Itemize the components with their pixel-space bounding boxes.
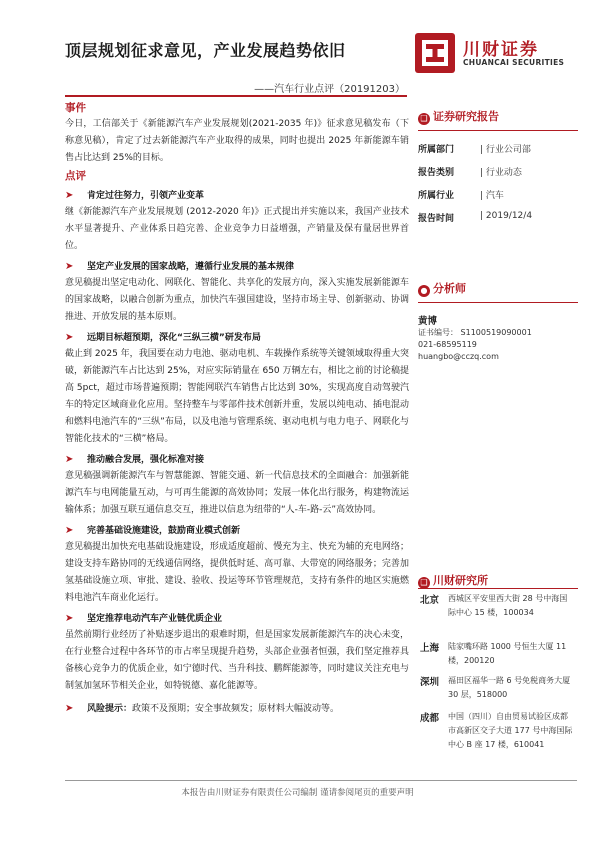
company-logo [415, 33, 575, 77]
logo-mark-icon [415, 33, 455, 73]
institute-icon: ❑ [418, 577, 430, 589]
event-text: 今日，工信部关于《新能源汽车产业发展规划(2021-2035 年)》征求意见稿发布（下称意见稿），肯定了过去新能源汽车产业取得的成果，同时也提出 2025 年新能源车销售占比达到 25%的目标。 [65, 119, 409, 163]
arrow-bullet-icon: ➤ [65, 525, 74, 536]
arrow-bullet-icon: ➤ [65, 332, 74, 343]
institute-divider [418, 588, 578, 589]
info-row-report-date: 报告时间 | 2019/12/4 [418, 211, 533, 224]
analyst-email[interactable]: huangbo@cczq.com [418, 352, 499, 361]
analyst-phone: 021-68595119 [418, 340, 477, 349]
arrow-bullet-icon: ➤ [65, 703, 74, 714]
sidebar-divider [418, 302, 578, 303]
report-title: 顶层规划征求意见，产业发展趋势依旧 [65, 41, 346, 60]
point-heading-5: ➤ 完善基础设施建设，鼓励商业模式创新 [65, 523, 409, 539]
point-heading-3: ➤ 远期目标超预期，深化“三纵三横”研发布局 [65, 330, 409, 346]
sidebar-divider [418, 130, 578, 131]
header-divider [65, 95, 407, 97]
sidebar [418, 108, 578, 363]
arrow-bullet-icon: ➤ [65, 613, 74, 624]
footer-disclaimer: 本报告由川财证券有限责任公司编制 谨请参阅尾页的重要声明 [181, 788, 414, 798]
risk-warning: ➤ 风险提示：政策不及预期；安全事故频发；原材料大幅波动等。 [65, 701, 409, 717]
point-heading-6: ➤ 坚定推荐电动汽车产业链优质企业 [65, 611, 409, 627]
point-heading-1: ➤ 肯定过往努力，引领产业变革 [65, 188, 409, 204]
point-text-4: 意见稿强调新能源汽车与智慧能源、智能交通、新一代信息技术的全面融合：加强新能源汽车与电网能量互动，与可再生能源的高效协同；发展一体化出行服务，构建物流运输体系；加强互联互通信息交互，推进以信息为纽带的“人-车-路-云”高效协同。 [65, 471, 409, 515]
institute-heading: ❑ 川财研究所 [418, 572, 488, 589]
logo-chinese-text: 川财证券 [463, 40, 539, 60]
person-icon: ● [418, 285, 430, 297]
point-text-5: 意见稿提出加快充电基础设施建设，形成适度超前、慢充为主、快充为辅的充电网络；建设支持车路协同的无线通信网络，提供低时延、高可靠、大带宽的网络服务；完善加氢基础设施立项、审批、建设、验收、投运等环节管理规范，支持有条件的地区实施燃料电池汽车商业化运行。 [65, 542, 409, 603]
info-row-industry: 所属行业 | 汽车 [418, 191, 504, 201]
point-heading-2: ➤ 坚定产业发展的国家战略，遵循行业发展的基本规律 [65, 259, 409, 275]
analyst-heading: ● 分析师 [418, 280, 578, 297]
report-info-heading: ❑ 证券研究报告 [418, 108, 578, 125]
logo-english-text: CHUANCAI SECURITIES [463, 58, 565, 67]
point-text-6: 虽然前期行业经历了补贴逐步退出的艰难时期，但是国家发展新能源汽车的决心未变，在行业整合过程中各环节的市占率呈现提升趋势，头部企业强者恒强，我们坚定推荐具备核心竞争力的优质企业，如宁德时代、当升科技、鹏辉能源等，同时建议关注充电与制氢加氢环节相关企业，如特锐德、嘉化能源等。 [65, 630, 409, 691]
arrow-bullet-icon: ➤ [65, 261, 74, 272]
footer-divider [65, 780, 577, 781]
point-text-1: 继《新能源汽车产业发展规划 (2012-2020 年)》正式提出并实施以来，我国产业技术水平显著提升、产业体系日趋完善、企业竞争力日益增强，产销量及保有量居世界首位。 [65, 207, 409, 251]
report-icon: ❑ [418, 113, 430, 125]
point-text-2: 意见稿提出坚定电动化、网联化、智能化、共享化的发展方向，深入实施发展新能源车的国家战略，以融合创新为重点，加快汽车强国建设，坚持市场主导、创新驱动、协调推进、开放发展的基本原则。 [65, 278, 409, 322]
analyst-cert: 证书编号： S1100519090001 [418, 328, 532, 337]
info-row-department: 所属部门 | 行业公司部 [418, 145, 531, 155]
arrow-bullet-icon: ➤ [65, 454, 74, 465]
info-row-report-type: 报告类别 | 行业动态 [418, 168, 522, 178]
point-text-3: 截止到 2025 年，我国要在动力电池、驱动电机、车载操作系统等关键领域取得重大突破，新能源汽车占比达到 25%，对应实际销量在 650 万辆左右，相比之前的讨论稿提高 5pct，超过市场普遍预期；智能网联汽车销售占比达到 30%，实现高度自动驾驶汽车的特定区域商业化应用。坚持整车与零部件技术创新并重，发展以纯电动、插电混动和燃料电池汽车的“三纵”布局，以及电池与管理系统、驱动电机与电力电子、网联化与智能化技术的“三横”格局。 [65, 349, 409, 444]
event-heading: 事件 [65, 102, 86, 114]
point-heading-4: ➤ 推动融合发展，强化标准对接 [65, 452, 409, 468]
comment-heading: 点评 [65, 170, 86, 182]
report-subtitle: ——汽车行业点评（20191203） [254, 84, 405, 95]
analyst-name: 黄博 [418, 316, 438, 327]
main-column [65, 101, 409, 717]
arrow-bullet-icon: ➤ [65, 190, 74, 201]
